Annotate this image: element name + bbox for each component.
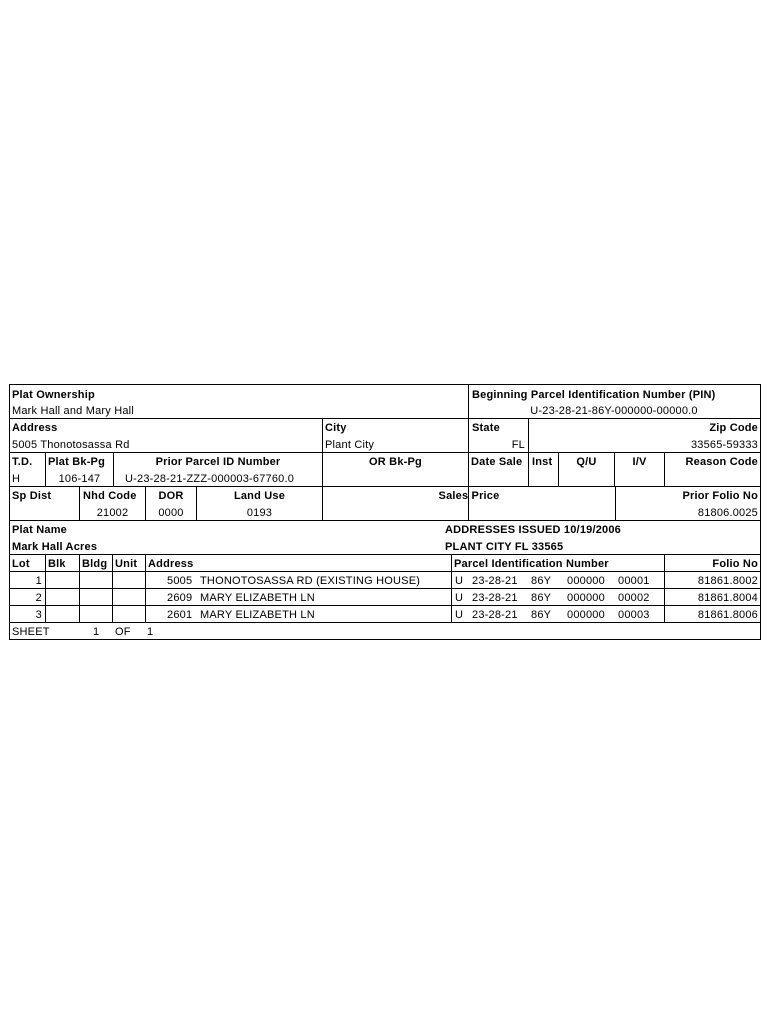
vline-pin-col xyxy=(451,554,452,623)
row-lot: 1 xyxy=(35,575,42,587)
row-address-street: MARY ELIZABETH LN xyxy=(200,592,315,604)
rule-after-td xyxy=(9,486,761,487)
beginning-pin-label: Beginning Parcel Identification Number (PIN) xyxy=(472,389,716,401)
zip-value: 33565-59333 xyxy=(690,439,758,451)
rule-after-spdist xyxy=(9,520,761,521)
row-address-number: 5005 xyxy=(167,575,193,587)
city-label: City xyxy=(325,422,347,434)
row-pin-block: 000000 xyxy=(567,592,605,604)
row-address-number: 2601 xyxy=(167,609,193,621)
row-pin-section: 23-28-21 xyxy=(472,592,518,604)
or-bk-pg-label: OR Bk-Pg xyxy=(369,456,422,468)
sheet-label: SHEET xyxy=(12,626,50,638)
beginning-pin-value: U-23-28-21-86Y-000000-00000.0 xyxy=(530,405,698,417)
row-pin-lot: 00003 xyxy=(618,609,650,621)
sheet-total: 1 xyxy=(147,626,154,638)
sheet-number: 1 xyxy=(93,626,100,638)
vline-address xyxy=(145,554,146,623)
rule-after-address xyxy=(9,452,761,453)
td-label: T.D. xyxy=(12,456,33,468)
row-pin-lot: 00002 xyxy=(618,592,650,604)
prior-folio-value: 81806.0025 xyxy=(697,507,758,519)
bldg-header: Bldg xyxy=(82,558,108,570)
plat-bk-pg-label: Plat Bk-Pg xyxy=(48,456,106,468)
land-use-label: Land Use xyxy=(233,490,286,502)
plat-name-label: Plat Name xyxy=(12,524,67,536)
row-pin-lot: 00001 xyxy=(618,575,650,587)
folio-header: Folio No xyxy=(712,558,758,570)
address-value: 5005 Thonotosassa Rd xyxy=(12,439,130,451)
prior-parcel-label: Prior Parcel ID Number xyxy=(155,456,281,468)
row-address-number: 2609 xyxy=(167,592,193,604)
row-pin-prefix: U xyxy=(455,575,464,587)
border-right xyxy=(760,384,761,640)
border-bottom xyxy=(9,639,761,640)
address-header: Address xyxy=(148,558,194,570)
qu-label: Q/U xyxy=(576,456,597,468)
land-use-value: 0193 xyxy=(246,507,273,519)
city-state-zip: PLANT CITY FL 33565 xyxy=(445,541,564,553)
rule-after-row1 xyxy=(9,588,761,589)
lot-header: Lot xyxy=(12,558,30,570)
zip-label: Zip Code xyxy=(709,422,758,434)
row-pin-block: 000000 xyxy=(567,575,605,587)
row-lot: 3 xyxy=(35,609,42,621)
row-pin-sub: 86Y xyxy=(531,575,552,587)
border-top xyxy=(9,384,761,385)
unit-header: Unit xyxy=(115,558,138,570)
row-pin-prefix: U xyxy=(455,609,464,621)
rule-after-platname xyxy=(9,554,761,555)
vline-bldg xyxy=(79,554,80,623)
prior-folio-label: Prior Folio No xyxy=(682,490,758,502)
vline-blk xyxy=(45,554,46,623)
row-pin-prefix: U xyxy=(455,592,464,604)
vline-unit xyxy=(112,554,113,623)
nhd-code-value: 21002 xyxy=(96,507,129,519)
row-pin-sub: 86Y xyxy=(531,609,552,621)
row-pin-block: 000000 xyxy=(567,609,605,621)
dor-label: DOR xyxy=(158,490,184,502)
nhd-code-label: Nhd Code xyxy=(83,490,137,502)
pin-header: Parcel Identification Number xyxy=(454,558,609,570)
plat-bk-pg-value: 106-147 xyxy=(58,473,101,485)
rule-after-row3 xyxy=(9,622,761,623)
date-sale-label: Date Sale xyxy=(471,456,523,468)
row-folio: 81861.8004 xyxy=(697,592,758,604)
dor-value: 0000 xyxy=(158,507,184,519)
plat-ownership-value: Mark Hall and Mary Hall xyxy=(12,405,134,417)
blk-header: Blk xyxy=(48,558,66,570)
row-address-street: THONOTOSASSA RD (EXISTING HOUSE) xyxy=(200,575,421,587)
state-value: FL xyxy=(511,439,525,451)
reason-code-label: Reason Code xyxy=(685,456,758,468)
sales-price-label: Sales Price xyxy=(438,490,500,502)
state-label: State xyxy=(472,422,500,434)
rule-after-table-header xyxy=(9,571,761,572)
prior-parcel-value: U-23-28-21-ZZZ-000003-67760.0 xyxy=(125,473,295,485)
row-pin-section: 23-28-21 xyxy=(472,609,518,621)
plat-ownership-label: Plat Ownership xyxy=(12,389,95,401)
row-lot: 2 xyxy=(35,592,42,604)
sp-dist-label: Sp Dist xyxy=(12,490,52,502)
rule-after-ownership xyxy=(9,418,761,419)
city-value: Plant City xyxy=(325,439,375,451)
row-pin-section: 23-28-21 xyxy=(472,575,518,587)
row-folio: 81861.8002 xyxy=(697,575,758,587)
parcel-address-form xyxy=(9,384,761,640)
of-label: OF xyxy=(115,626,131,638)
iv-label: I/V xyxy=(632,456,647,468)
address-label: Address xyxy=(12,422,58,434)
addresses-issued: ADDRESSES ISSUED 10/19/2006 xyxy=(445,524,621,536)
rule-after-row2 xyxy=(9,605,761,606)
row-pin-sub: 86Y xyxy=(531,592,552,604)
td-value: H xyxy=(12,473,21,485)
row-address-street: MARY ELIZABETH LN xyxy=(200,609,315,621)
row-folio: 81861.8006 xyxy=(697,609,758,621)
inst-label: Inst xyxy=(532,456,553,468)
plat-name-value: Mark Hall Acres xyxy=(12,541,98,553)
vline-city xyxy=(322,418,323,521)
